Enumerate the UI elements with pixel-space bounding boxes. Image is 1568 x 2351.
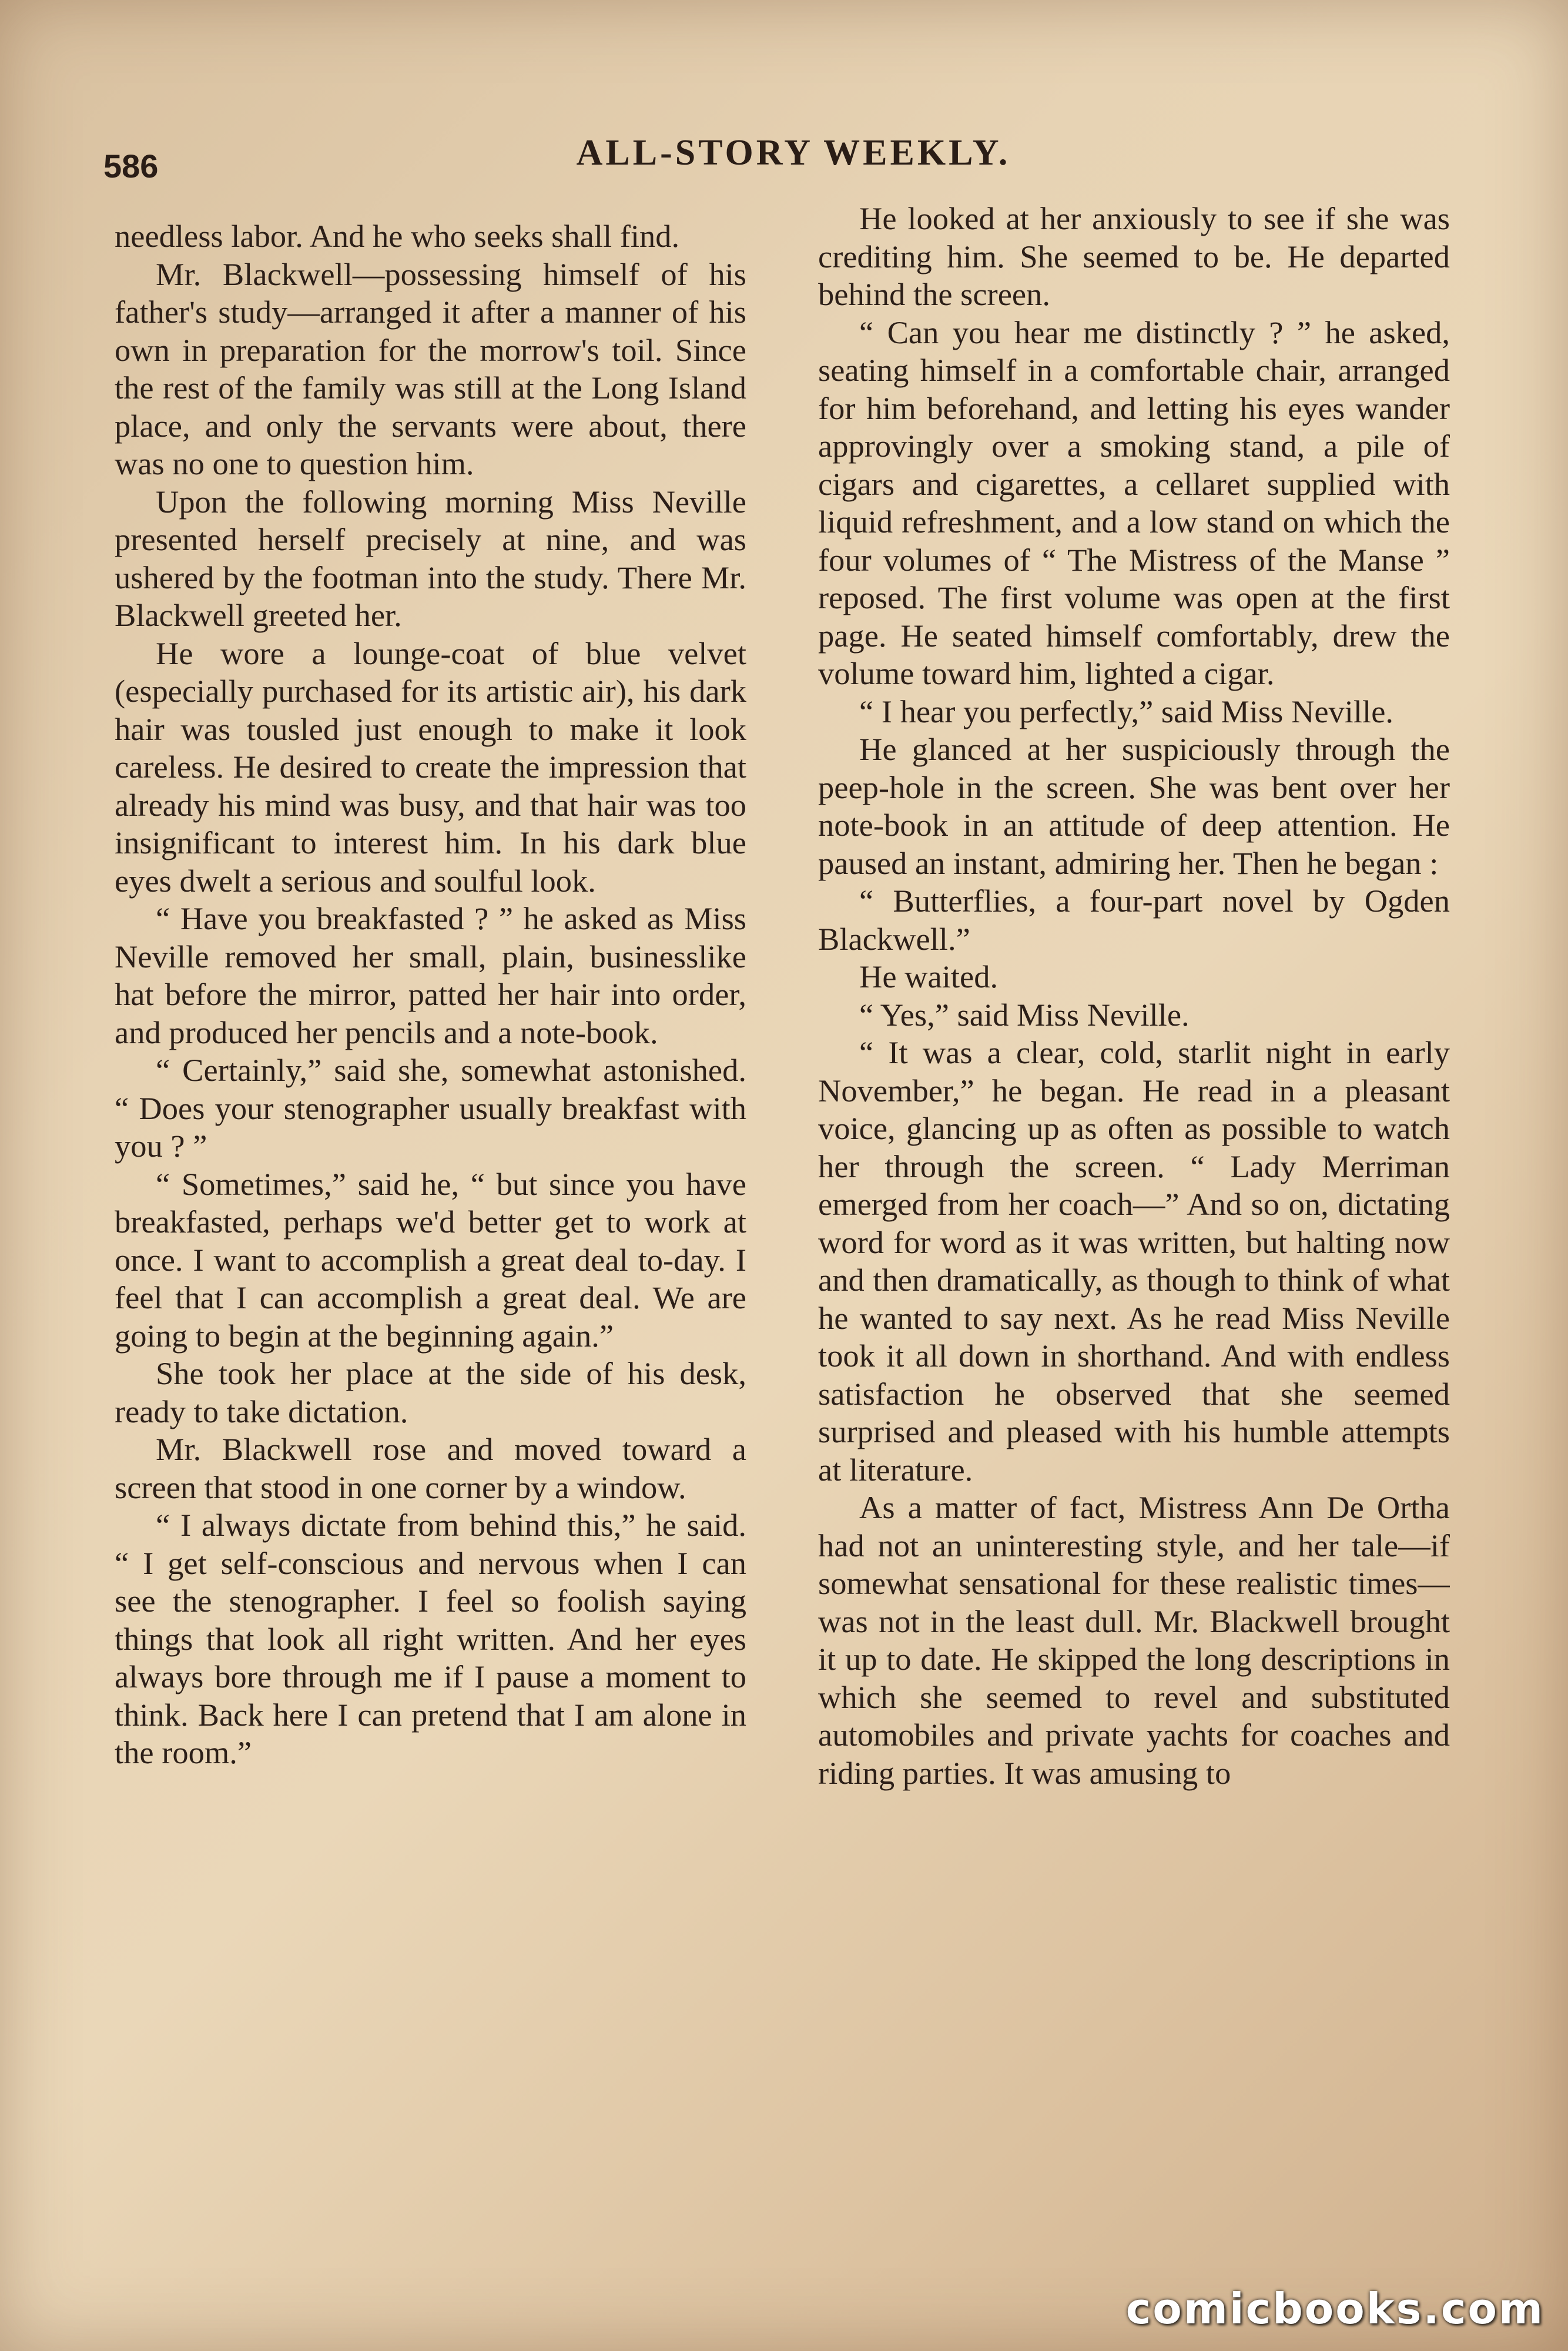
- paragraph: He glanced at her suspiciously through the peep-hole in the screen. She was bent over her note-book in an attitude of deep attention. He paused an instant, admiring her. Then he began :: [818, 731, 1450, 881]
- paragraph: “ It was a clear, cold, starlit night in early November,” he began. He read in a pleasant voice, glancing up as often as possible to watch her through the screen. “ Lady Merriman emerged from her coach—” And so on, dictating word for word as it was written, but halting now and then dramatically, as though to think of what he wanted to say next. As he read Miss Neville took it all down in shorthand. And with endless satisfaction he observed that she seemed surprised and pleased with his humble attempts at literature.: [818, 1034, 1450, 1488]
- paragraph: “ Have you breakfasted ? ” he asked as Miss Neville removed her small, plain, businesslike hat before the mirror, patted her hair into order, and produced her pencils and a note-book.: [115, 900, 746, 1050]
- watermark: comicbooks.com: [1125, 2284, 1544, 2333]
- paragraph: “ I hear you perfectly,” said Miss Neville.: [859, 693, 1394, 729]
- page-number: 586: [103, 148, 159, 185]
- left-column: [115, 217, 746, 2228]
- paragraph: She took her place at the side of his desk, ready to take dictation.: [115, 1355, 746, 1429]
- paragraph: needless labor. And he who seeks shall find.: [115, 218, 680, 254]
- paragraph: “ Certainly,” said she, somewhat astonished. “ Does your stenographer usually breakfast with you ? ”: [115, 1052, 746, 1164]
- paragraph: “ I always dictate from behind this,” he said. “ I get self-conscious and nervous when I can see the stenographer. I feel so foolish saying things that look all right written. And her eyes always bore through me if I pause a moment to think. Back here I can pretend that I am alone in the room.”: [115, 1507, 746, 1770]
- paragraph: He wore a lounge-coat of blue velvet (especially purchased for its artistic air), his dark hair was tousled just enough to make it look careless. He desired to create the impression that already his mind was busy, and that hair was too insignificant to interest him. In his dark blue eyes dwelt a serious and soulful look.: [115, 635, 746, 899]
- paragraph: Mr. Blackwell—possessing himself of his father's study—arranged it after a manner of his own in preparation for the morrow's toil. Since the rest of the family was still at the Long Island place, and only the servants were about, there was no one to question him.: [115, 256, 746, 481]
- right-column: [818, 200, 1450, 2210]
- paragraph: Upon the following morning Miss Neville presented herself precisely at nine, and was ushered by the footman into the study. There Mr. Blackwell greeted her.: [115, 483, 746, 633]
- paragraph: “ Sometimes,” said he, “ but since you have breakfasted, perhaps we'd better get to work at once. I want to accomplish a great deal to-day. I feel that I can accomplish a great deal. We are going to begin at the beginning again.”: [115, 1166, 746, 1354]
- paragraph: “ Yes,” said Miss Neville.: [859, 996, 1190, 1033]
- paragraph: Mr. Blackwell rose and moved toward a screen that stood in one corner by a window.: [115, 1431, 746, 1505]
- paragraph: He waited.: [859, 959, 999, 994]
- running-head: ALL-STORY WEEKLY.: [576, 133, 1011, 173]
- paragraph: “ Butterflies, a four-part novel by Ogden Blackwell.”: [818, 883, 1450, 957]
- paragraph: “ Can you hear me distinctly ? ” he asked, seating himself in a comfortable chair, arranged for him beforehand, and letting his eyes wander approvingly over a smoking stand, a pile of cigars and cigarettes, a cellaret supplied with liquid refreshment, and a low stand on which the four volumes of “ The Mistress of the Manse ” reposed. The first volume was open at the first page. He seated himself comfortably, drew the volume toward him, lighted a cigar.: [818, 314, 1450, 691]
- paragraph: He looked at her anxiously to see if she was crediting him. She seemed to be. He departed behind the screen.: [818, 200, 1450, 312]
- paragraph: As a matter of fact, Mistress Ann De Ortha had not an uninteresting style, and her tale—if somewhat sensational for these realistic times—was not in the least dull. Mr. Blackwell brought it up to date. He skipped the long descriptions in which she seemed to revel and substituted automobiles and private yachts for coaches and riding parties. It was amusing to: [818, 1489, 1450, 1791]
